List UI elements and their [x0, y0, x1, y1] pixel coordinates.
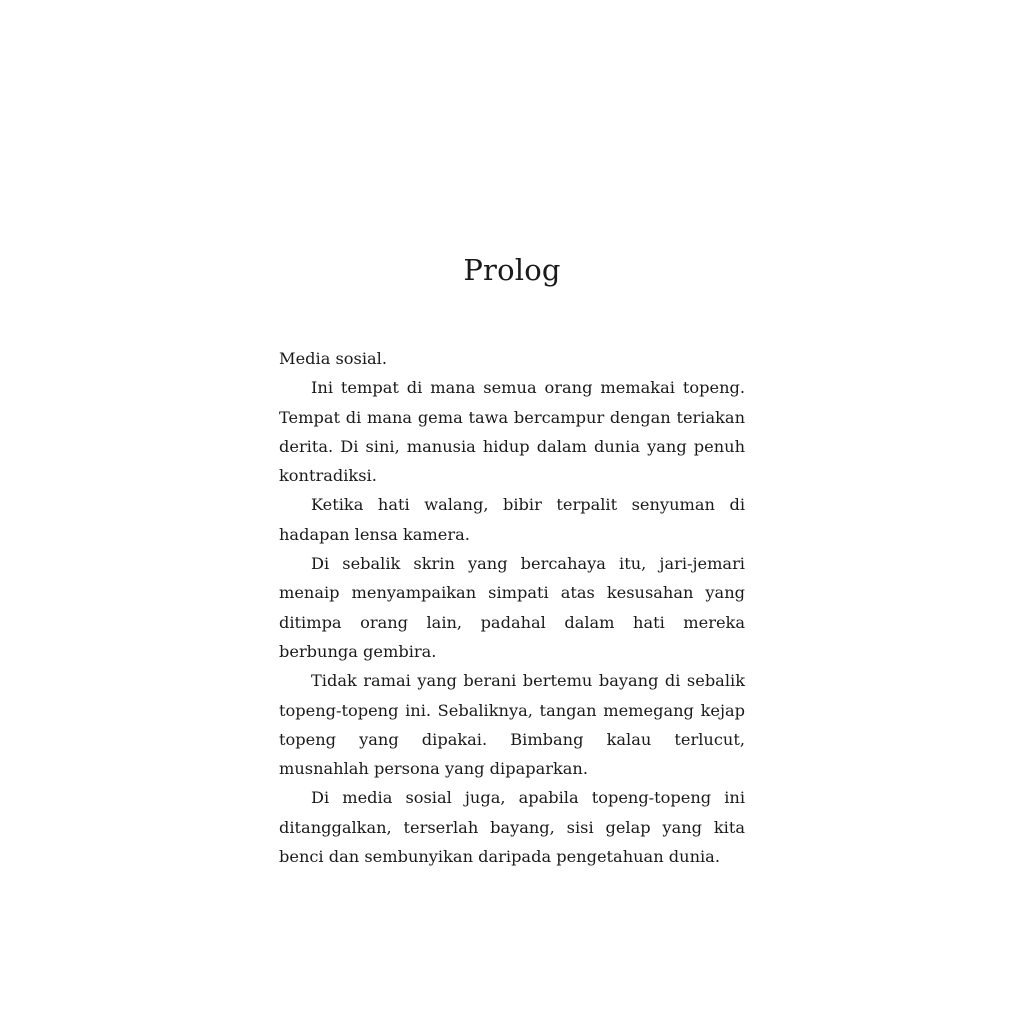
- paragraph-4: Di sebalik skrin yang bercahaya itu, jari-jemari menaip menyampaikan simpati atas kesusahan yang ditimpa orang lain, padahal dalam hati mereka berbunga gembira.: [279, 554, 745, 661]
- paragraph-1: Media sosial.: [279, 349, 388, 368]
- paragraph-2: Ini tempat di mana semua orang memakai topeng. Tempat di mana gema tawa bercampur dengan teriakan derita. Di sini, manusia hidup dalam dunia yang penuh kontradiksi.: [279, 378, 745, 486]
- chapter-title: Prolog: [463, 253, 561, 287]
- chapter-body: [279, 344, 745, 871]
- paragraph-3: Ketika hati walang, bibir terpalit senyuman di hadapan lensa kamera.: [279, 495, 745, 544]
- paragraph-5: Tidak ramai yang berani bertemu bayang di sebalik topeng-topeng ini. Sebaliknya, tangan memegang kejap topeng yang dipakai. Bimbang kalau terlucut, musnahlah persona yang dipaparkan.: [279, 671, 745, 779]
- paragraph-6: Di media sosial juga, apabila topeng-topeng ini ditanggalkan, terserlah bayang, sisi gelap yang kita benci dan sembunyikan daripada pengetahuan dunia.: [279, 788, 745, 867]
